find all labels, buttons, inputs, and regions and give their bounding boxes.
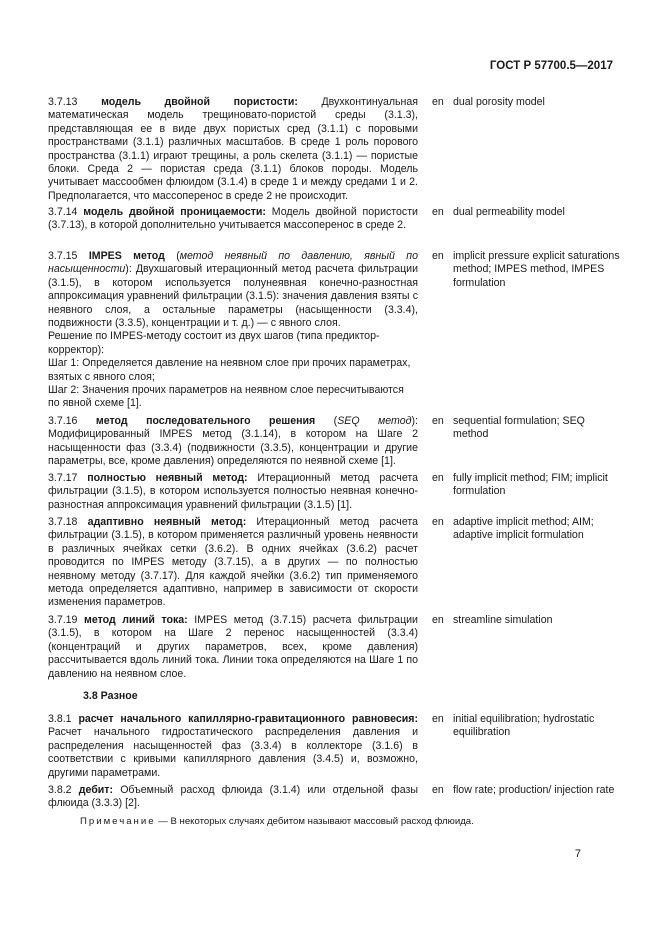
term-name: метод линий тока: [84, 614, 188, 626]
language-tag: en [432, 784, 444, 796]
english-equivalent: dual porosity model [453, 96, 545, 108]
english-equivalent: streamline simulation [453, 614, 553, 626]
english-equivalent: dual permeability model [453, 206, 565, 218]
term-number: 3.8.1 [48, 713, 72, 725]
english-equivalent: adaptive implicit method; AIM; adaptive implicit formulation [453, 516, 594, 542]
section-heading: 3.8 Разное [83, 690, 138, 702]
language-tag: en [432, 472, 444, 484]
term-synonym: метод неявный по давлению, явный по насыщенности [48, 250, 418, 276]
term-text: Модифицированный IMPES метод (3.1.14), в котором на Шаге 2 насыщенности фаз (3.3.4) (подвижности (3.3.5), концентрации и другие параметры, все, кроме давления) определяются по неявной схеме [1]. [48, 428, 418, 468]
note-text: — В некоторых случаях дебитом называют массовый расход флюида. [155, 816, 474, 827]
term-number: 3.7.13 [48, 96, 78, 108]
term-text: Объемный расход флюида (3.1.4) или отдельной фазы флюида (3.3.3) [2]. [48, 784, 418, 810]
language-tag: en [432, 713, 444, 725]
term-number: 3.7.14 [48, 206, 78, 218]
english-equivalent: flow rate; production/ injection rate [453, 784, 615, 796]
term-definition [48, 472, 418, 512]
language-tag: en [432, 516, 444, 528]
page-number: 7 [574, 848, 581, 860]
english-equivalent: implicit pressure explicit saturations method; IMPES method, IMPES formulation [453, 250, 620, 289]
term-definition: 3.7.15 IMPES метод (метод неявный по давлению, явный по насыщенности): Двухшаговый итерационный метод расчета фильтрации (3.1.5), в котором используется полунеявная конечно-разностная аппроксимация уравнений фильтрации (3.1.5): значения давления взяты с неявного слоя, а остальные параметры (насыщенности (3.3.4), подвижности (3.3.5), концентрации и т. д.) — с явного слоя. Решение по IMPES-методу состоит из двух шагов (типа предиктор-корректор): Шаг 1: Определяется давление на неявном слое при прочих параметрах, взятых с явного слоя; Шаг 2: Значения прочих параметров на неявном слое пересчитываются по явной схеме [1]. [48, 250, 418, 410]
term-text: Итерационный метод расчета фильтрации (3.1.5), в котором используется полностью неявная конечно-разностная аппроксимация уравнений фильтрации (3.1.5) [1]. [48, 472, 418, 511]
term-definition [48, 516, 418, 610]
term-number: 3.7.16 [48, 415, 78, 427]
language-tag: en [432, 415, 444, 427]
term-name: расчет начального капиллярно-гравитационного равновесия: [78, 713, 419, 725]
term-definition [48, 713, 418, 780]
english-equivalent: initial equilibration; hydrostatic equilibration [453, 713, 595, 739]
term-name: модель двойной пористости: [101, 96, 298, 108]
note-label: Примечание [80, 816, 156, 827]
term-number: 3.7.15 [48, 250, 78, 262]
english-equivalent: sequential formulation; SEQ method [453, 415, 585, 441]
term-number: 3.7.18 [48, 516, 78, 528]
term-text: Двухшаговый итерационный метод расчета фильтрации (3.1.5), в котором используется полунеявная конечно-разностная аппроксимация уравнений фильтрации (3.1.5): значения давления взяты с неявного слоя, а остальные параметры (насыщенности (3.3.4), подвижности (3.3.5), концентрации и т. д.) — с явного слоя. [48, 263, 418, 330]
term-definition [48, 206, 418, 233]
term-name: модель двойной проницаемости: [83, 206, 266, 218]
term-definition [48, 96, 418, 203]
term-text: IMPES метод (3.7.15) расчета фильтрации (3.1.5), в котором на Шаге 2 перенос насыщенностей (3.3.4) (концентраций и других параметров, всех, кроме давления) рассчитывается вдоль линий тока. Линии тока определяются на Шаге 1 по давлению на неявном слое. [48, 614, 418, 680]
term-name: полностью неявный метод: [87, 472, 248, 484]
language-tag: en [432, 206, 444, 218]
term-text: Двухконтинуальная математическая модель трещиновато-пористой среды (3.1.3), представляющая ее в виде двух пористых сред (3.1.1) с поровыми пространствами (3.1.1) различных масштабов. В среде 1 роль порового пространства (3.1.1) играют трещины, а роль скелета (3.1.1) — пористые блоки. Среда 2 — пористая среда (3.1.1) блоков породы. Модель учитывает массообмен флюидом (3.1.4) в среде 1 и между средами 1 и 2. Предполагается, что массоперенос в среде 2 не происходит. [48, 96, 419, 202]
term-number: 3.8.2 [48, 784, 72, 796]
term-number: 3.7.17 [48, 472, 78, 484]
language-tag: en [432, 614, 444, 626]
language-tag: en [432, 96, 444, 108]
term-definition [48, 614, 418, 681]
term-name: дебит: [78, 784, 113, 796]
term-definition [48, 784, 418, 811]
term-number: 3.7.19 [48, 614, 78, 626]
term-name: IMPES метод [88, 250, 165, 262]
term-extra-line: Решение по IMPES-методу состоит из двух шагов (типа предиктор-корректор): [48, 330, 380, 356]
term-text: Итерационный метод расчета фильтрации (3.1.5), в котором применяется различный уровень неявности в различных ячейках сетки (3.6.2). В одних ячейках (3.6.2) расчет проводится по IMPES методу (3.7.15), а в других — по полностью неявному методу (3.7.17). Для каждой ячейки (3.6.2) тип применяемого метода определяется адаптивно, например в зависимости от скорости изменения параметров. [48, 516, 418, 609]
note [80, 816, 474, 827]
language-tag: en [432, 250, 444, 262]
term-definition: 3.7.16 метод последовательного решения (SEQ метод): Модифицированный IMPES метод (3.1.14), в котором на Шаге 2 насыщенности фаз (3.3.4) (подвижности (3.3.5), концентрации и другие параметры, все, кроме давления) определяются по неявной схеме [1]. [48, 415, 418, 468]
term-extra-line: Шаг 1: Определяется давление на неявном слое при прочих параметрах, взятых с явного слоя; [48, 357, 411, 383]
term-text: Модель двойной пористости (3.7.13), в которой дополнительно учитывается массоперенос в среде 2. [48, 206, 418, 232]
term-name: метод последовательного решения [95, 415, 316, 427]
term-text: Расчет начального гидростатического распределения давления и распределения насыщенностей фаз (3.3.4) в коллекторе (3.1.6) в соответствии с кривыми капиллярного давления (3.4.5) и, возможно, другими параметрами. [48, 726, 418, 779]
term-synonym: SEQ метод [337, 415, 412, 427]
term-name: адаптивно неявный метод: [87, 516, 247, 528]
english-equivalent: fully implicit method; FIM; implicit formulation [453, 472, 608, 498]
term-extra-line: Шаг 2: Значения прочих параметров на неявном слое пересчитываются по явной схеме [1]. [48, 384, 404, 410]
document-code: ГОСТ Р 57700.5—2017 [489, 60, 613, 72]
